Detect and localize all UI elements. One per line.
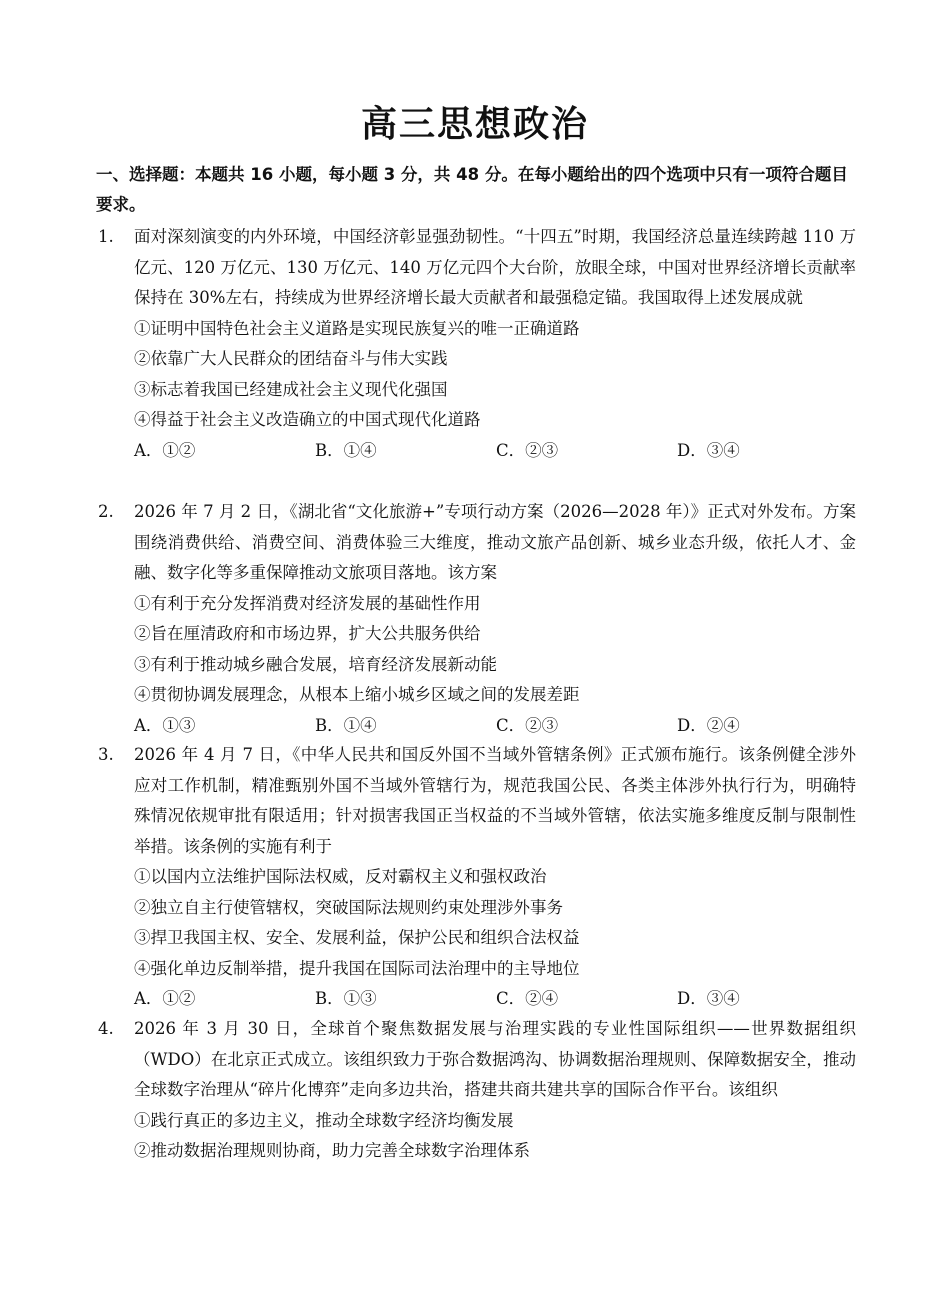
statement-item: ④强化单边反制举措，提升我国在国际司法治理中的主导地位 bbox=[134, 958, 580, 978]
option-a[interactable]: A．①② bbox=[134, 440, 196, 460]
option-a[interactable]: A．①③ bbox=[134, 715, 196, 735]
option-b[interactable]: B．①④ bbox=[315, 715, 377, 735]
question-2 bbox=[96, 497, 856, 741]
question-1 bbox=[96, 222, 856, 466]
option-c[interactable]: C．②③ bbox=[496, 440, 559, 460]
statement-item: ③标志着我国已经建成社会主义现代化强国 bbox=[134, 379, 448, 399]
answer-options bbox=[134, 436, 856, 467]
section-heading-text: 一、选择题：本题共 16 小题，每小题 3 分，共 48 分。在每小题给出的四个选项中只有一项符合题目要求。 bbox=[96, 165, 848, 214]
question-number: 3. bbox=[98, 745, 114, 764]
statement-item: ①以国内立法维护国际法权威，反对霸权主义和强权政治 bbox=[134, 867, 547, 886]
statement-item: ①践行真正的多边主义，推动全球数字经济均衡发展 bbox=[134, 1110, 514, 1130]
statement-item: ②依靠广大人民群众的团结奋斗与伟大实践 bbox=[134, 349, 448, 368]
option-d[interactable]: D．③④ bbox=[677, 989, 740, 1008]
statement-item: ④贯彻协调发展理念，从根本上缩小城乡区域之间的发展差距 bbox=[134, 685, 580, 704]
statement-item: ④得益于社会主义改造确立的中国式现代化道路 bbox=[134, 410, 481, 429]
option-d[interactable]: D．②④ bbox=[677, 715, 740, 735]
question-stem: 2026 年 7 月 2 日，《湖北省“文化旅游+”专项行动方案（2026—2028 年）》正式对外发布。方案围绕消费供给、消费空间、消费体验三大维度，推动文旅产品创新、城乡业态升级，依托人才、金融、数字化等多重保障推动文旅项目落地。该方案 bbox=[134, 502, 856, 582]
question-4 bbox=[96, 1014, 856, 1167]
question-stem: 面对深刻演变的内外环境，中国经济彰显强劲韧性。“十四五”时期，我国经济总量连续跨越 110 万亿元、120 万亿元、130 万亿元、140 万亿元四个大台阶，放眼全球，中国对世界经济增长贡献率保持在 30%左右，持续成为世界经济增长最大贡献者和最强稳定锚。我国取得上述发展成就 bbox=[134, 227, 856, 307]
answer-options bbox=[134, 984, 856, 1015]
statement-item: ①证明中国特色社会主义道路是实现民族复兴的唯一正确道路 bbox=[134, 318, 580, 338]
option-b[interactable]: B．①③ bbox=[315, 989, 377, 1008]
statement-item: ②旨在厘清政府和市场边界，扩大公共服务供给 bbox=[134, 624, 481, 643]
option-a[interactable]: A．①② bbox=[134, 989, 196, 1008]
question-number: 4. bbox=[98, 1019, 114, 1038]
statement-item: ②独立自主行使管辖权，突破国际法规则约束处理涉外事务 bbox=[134, 897, 563, 917]
option-b[interactable]: B．①④ bbox=[315, 440, 377, 460]
question-number: 1. bbox=[98, 227, 114, 246]
statement-item: ③有利于推动城乡融合发展，培育经济发展新动能 bbox=[134, 654, 497, 674]
question-stem: 2026 年 3 月 30 日，全球首个聚焦数据发展与治理实践的专业性国际组织——世界数据组织（WDO）在北京正式成立。该组织致力于弥合数据鸿沟、协调数据治理规则、保障数据安全，推动全球数字治理从“碎片化博弈”走向多边共治，搭建共商共建共享的国际合作平台。该组织 bbox=[134, 1019, 856, 1099]
option-d[interactable]: D．③④ bbox=[677, 440, 740, 460]
answer-options bbox=[134, 711, 856, 742]
option-c[interactable]: C．②③ bbox=[496, 715, 559, 735]
question-number: 2. bbox=[98, 502, 114, 521]
section-heading bbox=[96, 160, 856, 220]
question-stem: 2026 年 4 月 7 日，《中华人民共和国反外国不当域外管辖条例》正式颁布施行。该条例健全涉外应对工作机制，精准甄别外国不当域外管辖行为，规范我国公民、各类主体涉外执行行为，明确特殊情况依规审批有限适用；针对损害我国正当权益的不当域外管辖，依法实施多维度反制与限制性举措。该条例的实施有利于 bbox=[134, 745, 856, 856]
statement-item: ③捍卫我国主权、安全、发展利益，保护公民和组织合法权益 bbox=[134, 928, 580, 947]
option-c[interactable]: C．②④ bbox=[496, 989, 559, 1008]
statement-item: ②推动数据治理规则协商，助力完善全球数字治理体系 bbox=[134, 1141, 530, 1160]
page-title: 高三思想政治 bbox=[360, 103, 589, 145]
statement-item: ①有利于充分发挥消费对经济发展的基础性作用 bbox=[134, 593, 481, 613]
question-3 bbox=[96, 740, 856, 1015]
